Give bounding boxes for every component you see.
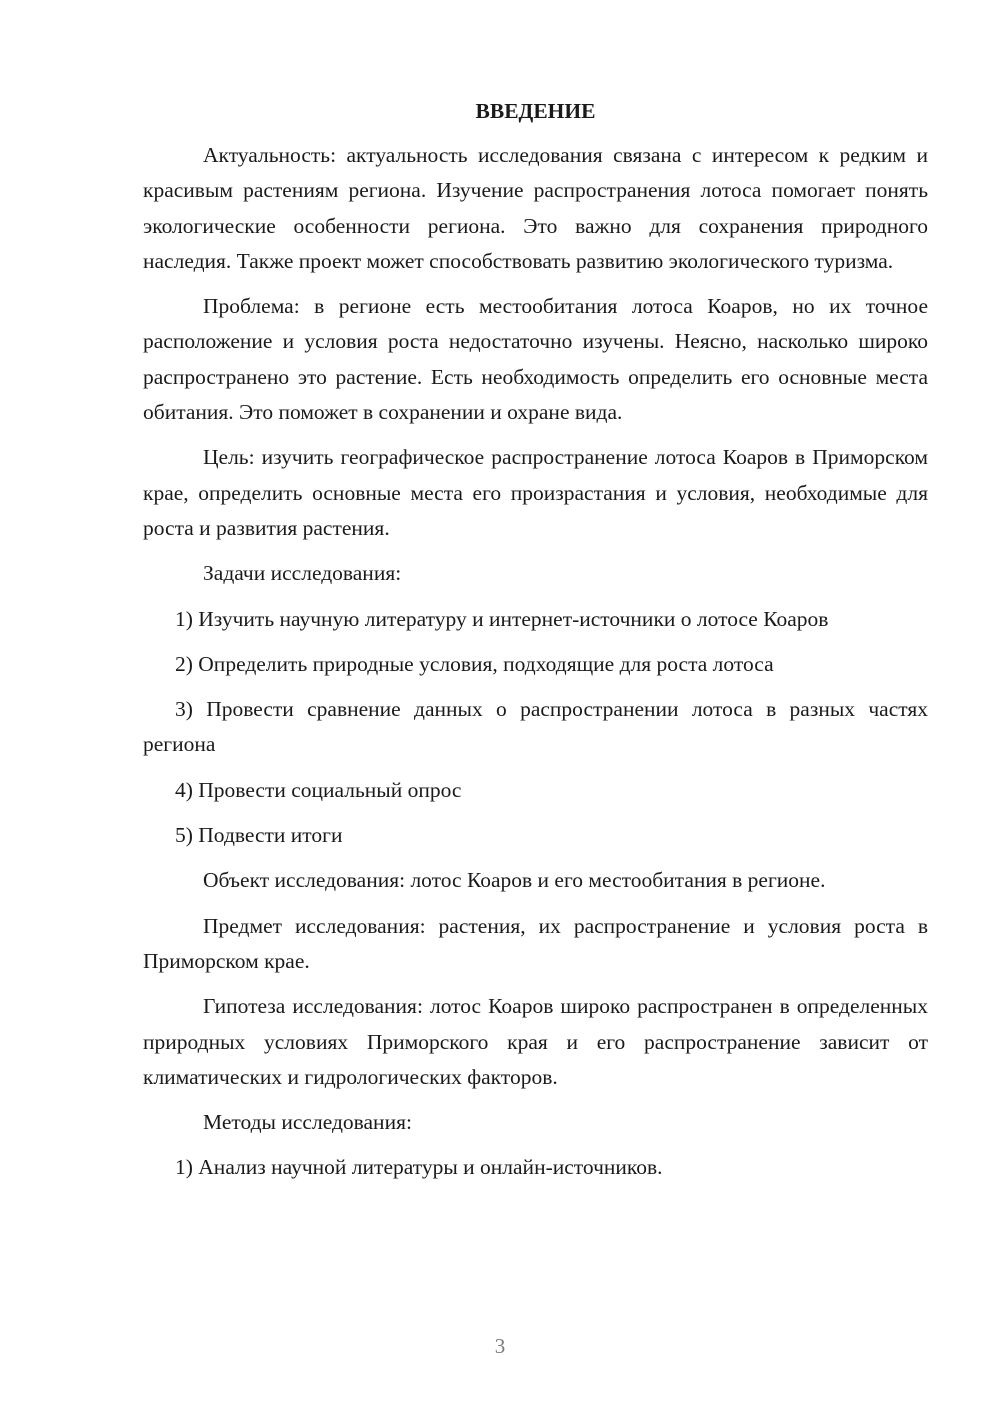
document-page [143, 96, 928, 1196]
tasks-heading: Задачи исследования: [203, 561, 402, 586]
subject-paragraph: Предмет исследования: растения, их распространение и условия роста в Приморском крае. [143, 913, 928, 973]
methods-heading: Методы исследования: [203, 1110, 412, 1135]
method-item: 1) Анализ научной литературы и онлайн-источников. [175, 1155, 663, 1180]
problem-paragraph: Проблема: в регионе есть местообитания лотоса Коаров, но их точное расположение и условия роста недостаточно изучены. Неясно, насколько широко распространено это растение. Есть необходимость определить его основные места обитания. Это поможет в сохранении и охране вида. [143, 294, 928, 425]
task-item: 4) Провести социальный опрос [175, 777, 462, 802]
hypothesis-paragraph: Гипотеза исследования: лотос Коаров широко распространен в определенных природных условиях Приморского края и его распространение зависит от климатических и гидрологических факторов. [143, 994, 928, 1089]
task-item: 3) Провести сравнение данных о распространении лотоса в разных частях региона [143, 697, 928, 757]
goal-paragraph: Цель: изучить географическое распространение лотоса Коаров в Приморском крае, определить основные места его произрастания и условия, необходимые для роста и развития растения. [143, 445, 928, 540]
task-item: 1) Изучить научную литературу и интернет-источники о лотосе Коаров [175, 606, 829, 631]
task-item: 2) Определить природные условия, подходящие для роста лотоса [175, 651, 774, 676]
object-paragraph: Объект исследования: лотос Коаров и его местообитания в регионе. [203, 868, 826, 893]
page-number: 3 [494, 1334, 506, 1358]
task-item: 5) Подвести итоги [175, 823, 343, 848]
section-title: ВВЕДЕНИЕ [475, 99, 596, 123]
relevance-paragraph: Актуальность: актуальность исследования связана с интересом к редким и красивым растениям региона. Изучение распространения лотоса помогает понять экологические особенности региона. Это важно для сохранения природного наследия. Также проект может способствовать развитию экологического туризма. [143, 143, 928, 273]
